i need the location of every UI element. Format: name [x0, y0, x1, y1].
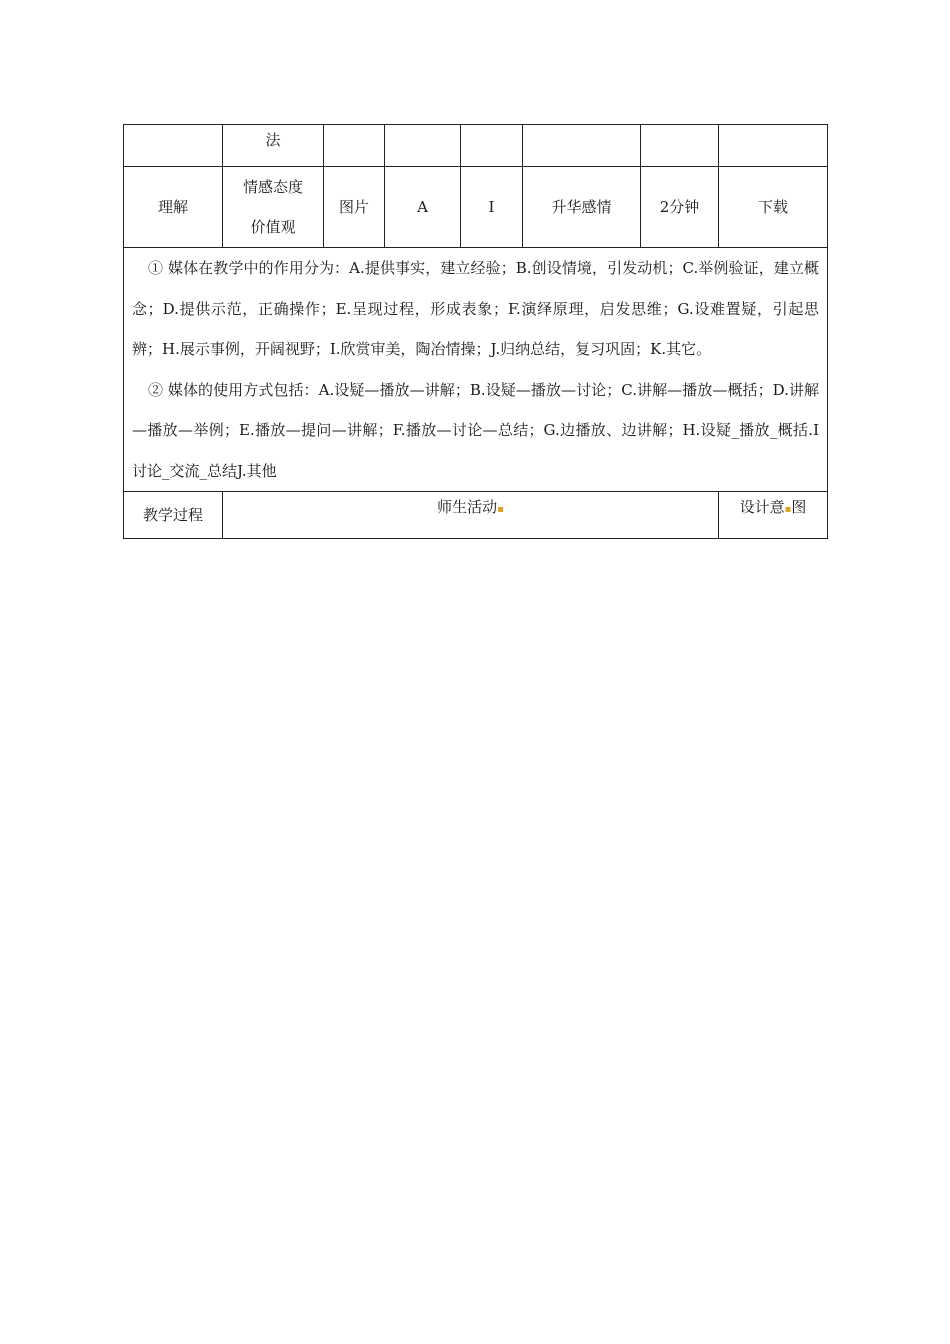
table-cell: [641, 125, 719, 167]
notes-paragraph-2: ② 媒体的使用方式包括：A.设疑—播放—讲解；B.设疑—播放—讨论；C.讲解—播放—概括；D.讲解—播放—举例；E.播放—提问—讲解；F.播放—讨论—总结；G.边播放、边讲解；H.设疑_播放_概括.I讨论_交流_总结J.其他: [132, 380, 819, 480]
level-cell: 理解: [124, 167, 223, 248]
intent-header-cell: [719, 492, 828, 539]
table-cell: [385, 125, 461, 167]
content-cell: 升华感情: [523, 167, 641, 248]
notes-cell: [124, 248, 828, 492]
table-cell: [719, 125, 828, 167]
media-plan-table: [123, 124, 828, 539]
table-row: [124, 248, 828, 492]
objective-cell: [223, 167, 324, 248]
intent-header-part2: 图: [791, 498, 807, 516]
method-cell-tail: 法: [223, 125, 324, 167]
objective-line-2: 价值观: [250, 218, 296, 236]
table-row: [124, 492, 828, 539]
table-row: [124, 167, 828, 248]
marker-dot-icon: ▪: [784, 504, 792, 515]
process-header-cell: 教学过程: [124, 492, 223, 539]
activity-header-cell: [223, 492, 719, 539]
duration-cell: 2分钟: [641, 167, 719, 248]
table-cell: [461, 125, 523, 167]
media-usage-cell: I: [461, 167, 523, 248]
table-cell: [324, 125, 385, 167]
table-cell: [124, 125, 223, 167]
media-type-cell: 图片: [324, 167, 385, 248]
source-cell: 下载: [719, 167, 828, 248]
media-role-cell: A: [385, 167, 461, 248]
intent-header-part1: 设计意: [739, 498, 785, 516]
activity-header-text: 师生活动: [437, 498, 498, 516]
objective-line-1: 情感态度: [242, 178, 303, 196]
notes-paragraph-1: ① 媒体在教学中的作用分为：A.提供事实，建立经验；B.创设情境，引发动机；C.举例验证，建立概念；D.提供示范，正确操作；E.呈现过程，形成表象；F.演绎原理，启发思维；G.设难置疑，引起思辨；H.展示事例，开阔视野；I.欣赏审美，陶冶情操；J.归纳总结，复习巩固；K.其它。: [132, 259, 819, 358]
marker-dot-icon: ▪: [497, 504, 504, 515]
table-cell: [523, 125, 641, 167]
table-row: [124, 125, 828, 167]
